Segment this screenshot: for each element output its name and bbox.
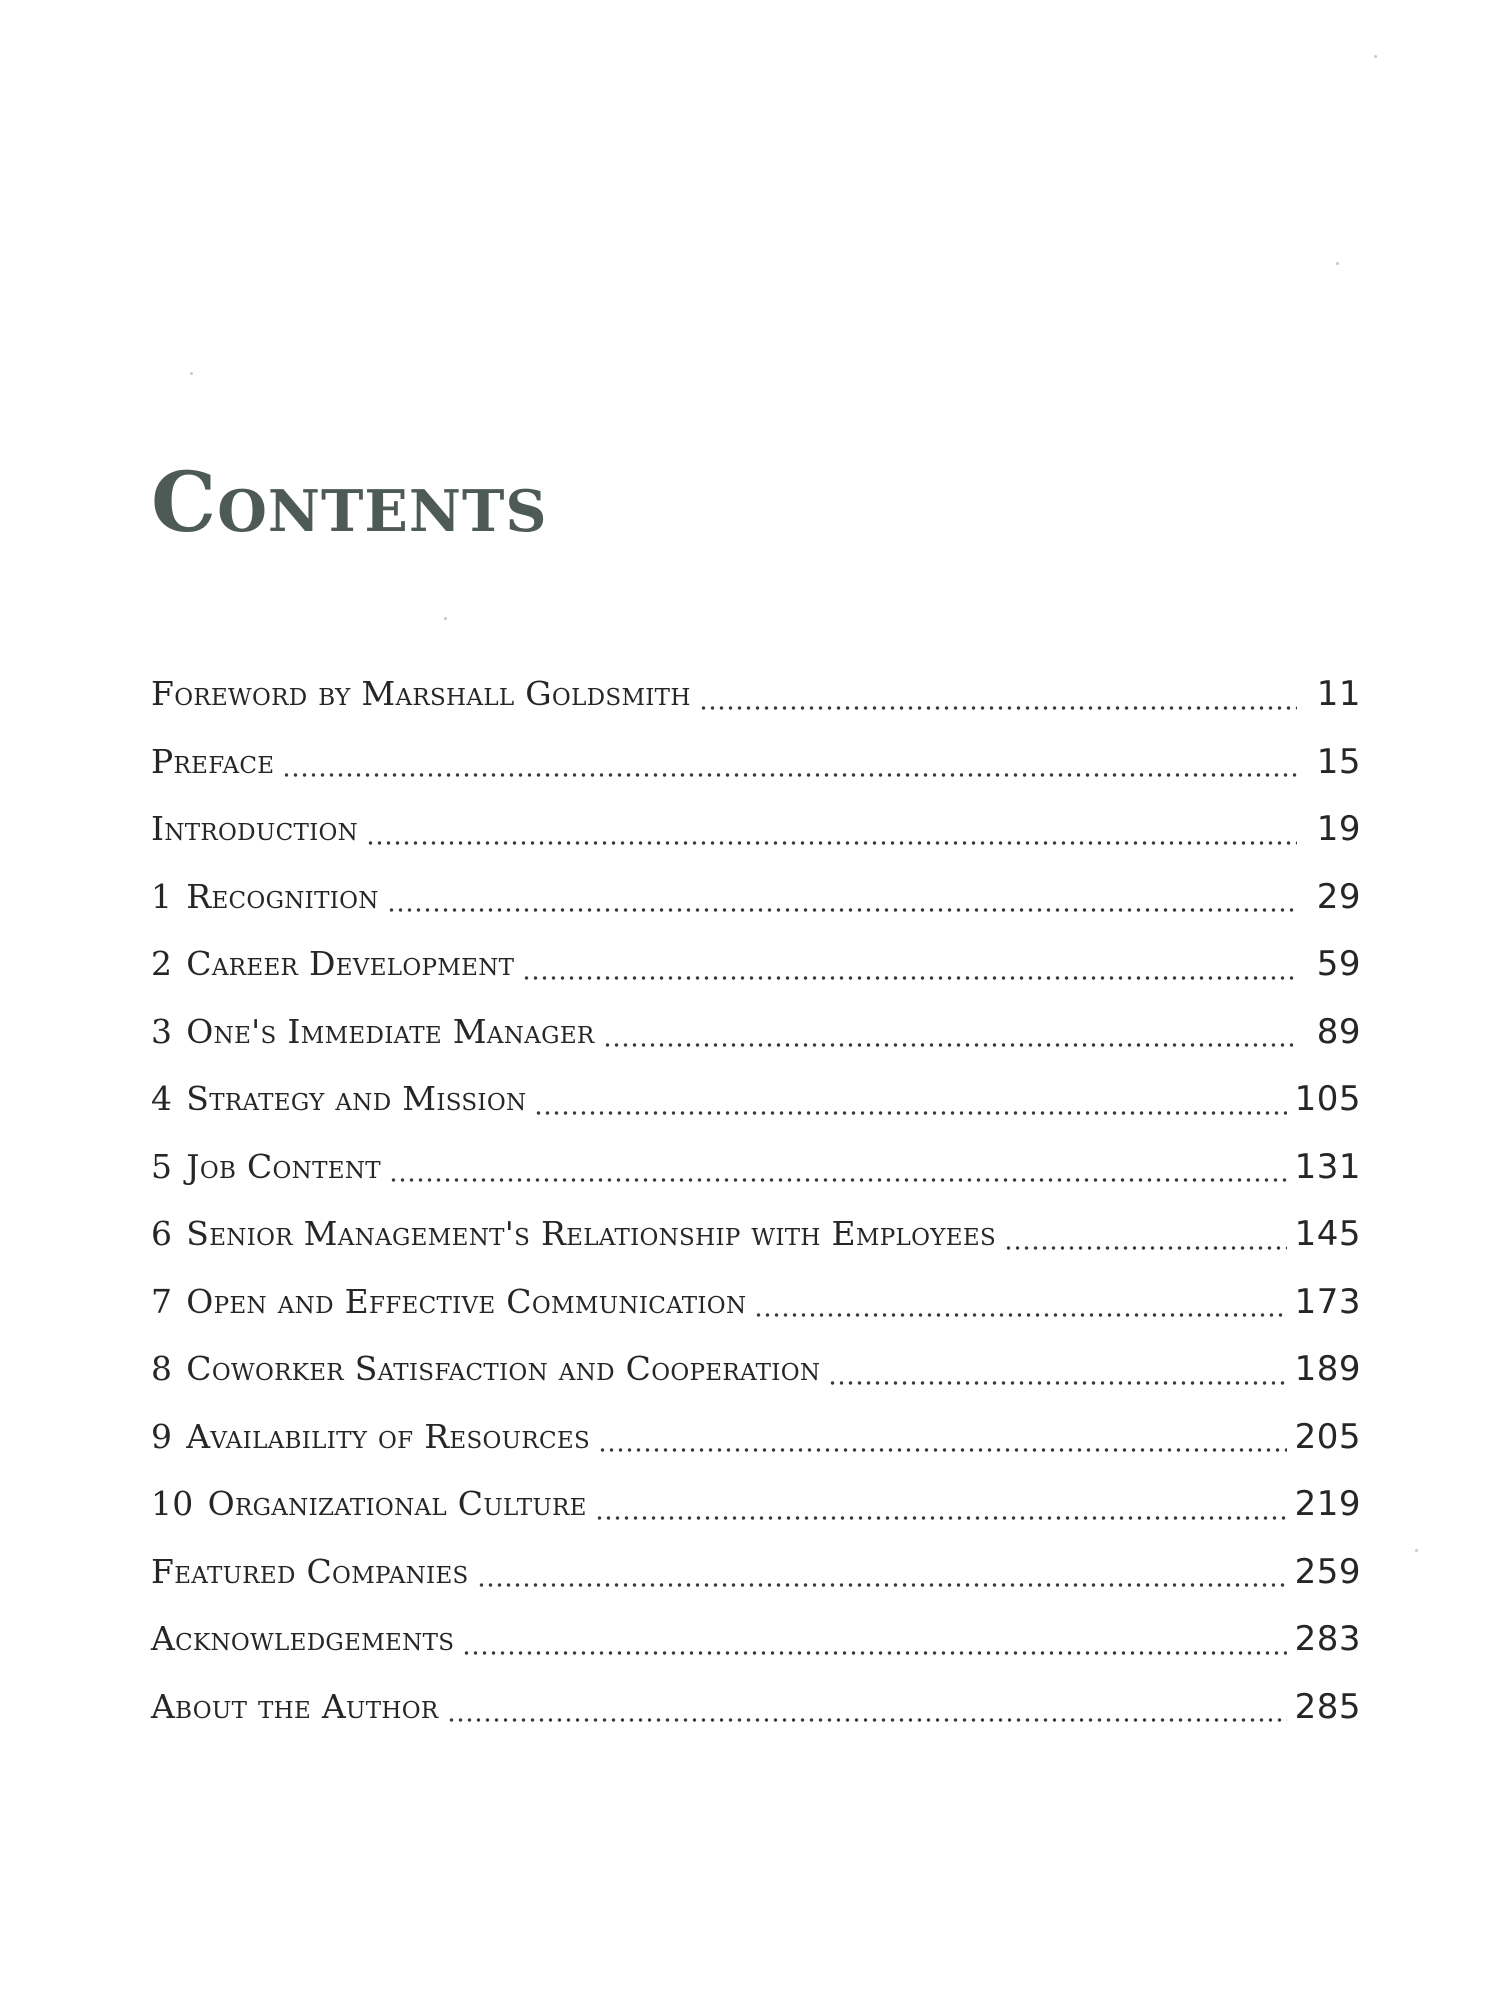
toc-entry-title-wrap [151, 1200, 996, 1268]
scan-speck [1415, 1549, 1418, 1552]
scan-speck [190, 372, 193, 375]
toc-entry-title: Acknowledgements [151, 1619, 455, 1658]
toc-entry-chapter-9[interactable] [151, 1403, 1361, 1471]
toc-entry-page: 189 [1294, 1349, 1361, 1389]
toc-entry-title: Organizational Culture [207, 1484, 587, 1523]
chapter-number: 1 [151, 876, 173, 916]
toc-entry-chapter-1[interactable] [151, 863, 1361, 931]
toc-entry-chapter-5[interactable] [151, 1133, 1361, 1201]
toc-entry-title: Introduction [151, 809, 359, 848]
dot-leader [754, 1287, 1286, 1327]
toc-entry-title: About the Author [151, 1686, 439, 1726]
toc-entry-title-wrap [151, 1133, 381, 1201]
dot-leader [1004, 1220, 1287, 1260]
toc-entry-title-wrap [151, 863, 379, 931]
toc-entry-title: Coworker Satisfaction and Cooperation [186, 1349, 821, 1388]
toc-entry-acknowledgements[interactable] [151, 1605, 1361, 1673]
chapter-number: 10 [151, 1484, 194, 1523]
toc-entry-page: 29 [1316, 876, 1361, 917]
toc-entry-page: 59 [1316, 944, 1361, 984]
toc-entry-title: Recognition [186, 876, 379, 916]
toc-entry-preface[interactable] [151, 728, 1361, 796]
dot-leader [389, 1152, 1287, 1192]
toc-entry-page: 11 [1316, 674, 1361, 714]
toc-entry-title-wrap [151, 1470, 587, 1538]
chapter-number: 4 [151, 1079, 173, 1118]
dot-leader [387, 882, 1297, 922]
chapter-number: 8 [151, 1349, 173, 1388]
dot-leader [603, 1017, 1297, 1057]
toc-entry-page: 219 [1294, 1484, 1361, 1524]
toc-entry-page: 173 [1294, 1281, 1361, 1322]
toc-entry-chapter-7[interactable] [151, 1268, 1361, 1336]
scan-speck [1374, 55, 1377, 58]
dot-leader [366, 815, 1297, 855]
toc-entry-chapter-6[interactable] [151, 1200, 1361, 1268]
toc-entry-title: Availability of Resources [186, 1416, 591, 1456]
toc-entry-page: 283 [1294, 1619, 1361, 1659]
toc-entry-title: Preface [151, 741, 275, 781]
toc-entry-page: 15 [1316, 741, 1361, 782]
dot-leader [699, 680, 1297, 720]
toc-entry-page: 205 [1294, 1416, 1361, 1457]
dot-leader [534, 1085, 1286, 1125]
toc-entry-title-wrap [151, 1403, 590, 1471]
toc-entry-page: 89 [1316, 1011, 1361, 1052]
scan-speck [444, 617, 447, 620]
dot-leader [447, 1692, 1287, 1732]
toc-entry-title: Career Development [186, 944, 515, 983]
toc-entry-title-wrap [151, 998, 595, 1066]
scan-speck [1336, 262, 1339, 265]
toc-entry-title: Foreword by Marshall Goldsmith [151, 674, 691, 713]
dot-leader [828, 1355, 1286, 1395]
chapter-number: 3 [151, 1011, 173, 1051]
dot-leader [598, 1422, 1287, 1462]
dot-leader [462, 1625, 1286, 1665]
chapter-number: 6 [151, 1214, 173, 1253]
toc-entry-about-the-author[interactable] [151, 1673, 1361, 1741]
dot-leader [595, 1490, 1287, 1530]
table-of-contents [151, 660, 1361, 1740]
toc-entry-title: Strategy and Mission [186, 1079, 527, 1118]
toc-entry-title: One's Immediate Manager [186, 1011, 595, 1051]
toc-entry-chapter-8[interactable] [151, 1335, 1361, 1403]
toc-entry-title-wrap [151, 1335, 820, 1403]
toc-entry-page: 131 [1294, 1146, 1361, 1187]
toc-entry-title: Job Content [186, 1146, 381, 1186]
chapter-number: 5 [151, 1146, 173, 1186]
chapter-number: 9 [151, 1416, 173, 1456]
dot-leader [477, 1557, 1287, 1597]
toc-entry-page: 19 [1316, 809, 1361, 849]
toc-entry-title: Featured Companies [151, 1551, 469, 1591]
dot-leader [522, 950, 1297, 990]
page-title: Contents [151, 455, 548, 551]
toc-entry-title: Open and Effective Communication [186, 1281, 747, 1321]
chapter-number: 7 [151, 1281, 173, 1321]
toc-entry-featured-companies[interactable] [151, 1538, 1361, 1606]
toc-entry-page: 285 [1294, 1686, 1361, 1727]
dot-leader [282, 747, 1297, 787]
toc-entry-chapter-10[interactable] [151, 1470, 1361, 1538]
toc-entry-title-wrap [151, 1065, 526, 1133]
toc-entry-foreword[interactable] [151, 660, 1361, 728]
toc-entry-chapter-4[interactable] [151, 1065, 1361, 1133]
toc-entry-introduction[interactable] [151, 795, 1361, 863]
toc-entry-title: Senior Management's Relationship with Employees [186, 1214, 996, 1253]
toc-entry-chapter-3[interactable] [151, 998, 1361, 1066]
toc-entry-chapter-2[interactable] [151, 930, 1361, 998]
toc-entry-title-wrap [151, 930, 514, 998]
toc-entry-page: 259 [1294, 1551, 1361, 1592]
chapter-number: 2 [151, 944, 173, 983]
toc-entry-page: 105 [1294, 1079, 1361, 1119]
toc-entry-page: 145 [1294, 1214, 1361, 1254]
toc-entry-title-wrap [151, 1268, 746, 1336]
